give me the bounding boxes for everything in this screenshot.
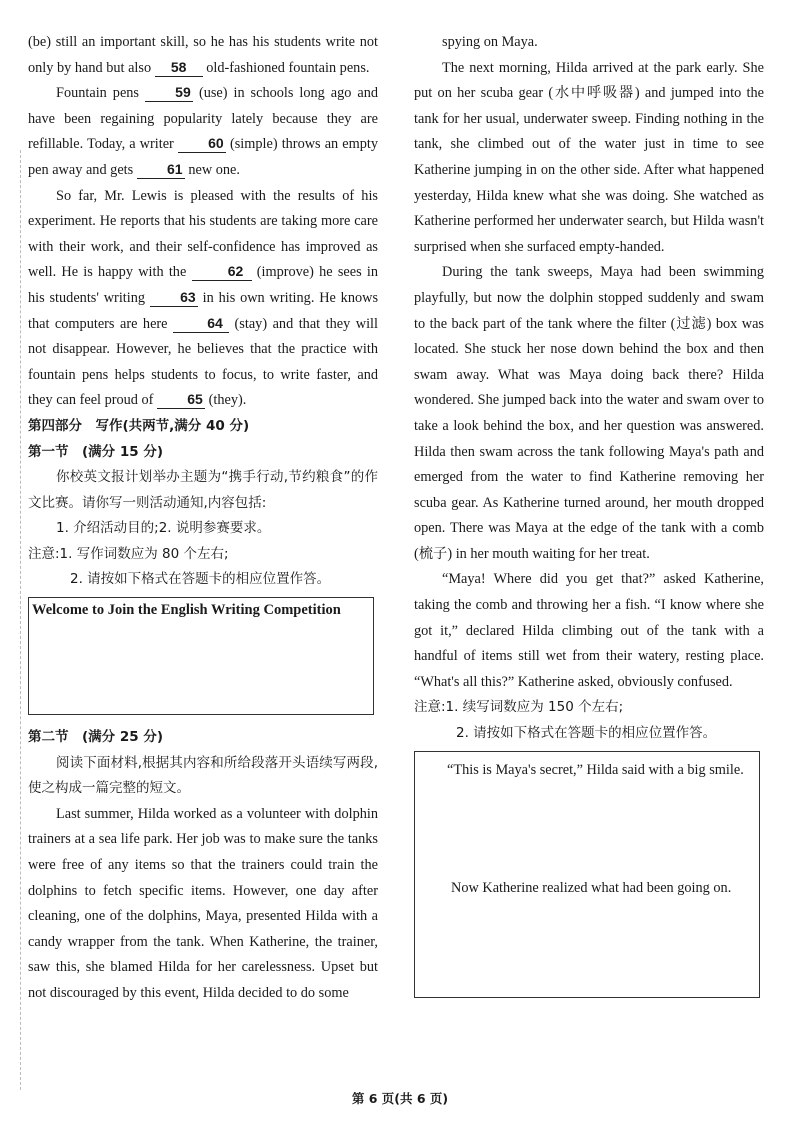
section1-instructions: 你校英文报计划举办主题为“携手行动,节约粮食”的作文比赛。请你写一则活动通知,内容包括: — [28, 469, 378, 511]
passage-paragraph: Fountain pens 59 (use) in schools long ago and have been regaining popularity lately because they are refillable. Today, a writer 60 (simple) throws an empty pen away and gets 61 new one. — [28, 84, 379, 178]
blank-60: 60 — [178, 134, 226, 153]
story-paragraph: “Maya! Where did you get that?” asked Katherine, taking the comb and throwing her a fish. “I know where she got it,” declared Hilda climbing out of the tank with a handful of items still wet from their watery, resting place. “What's all this?” Katherine asked, obviously confused. — [414, 571, 764, 690]
story-paragraph: The next morning, Hilda arrived at the park early. She put on her scuba gear (水中呼吸器) and jumped into the tank for her usual, underwater sweep. Finding nothing in the tank, she climbed out of the water just in time to see Katherine jumping in on the other side. After what happened yesterday, Hilda knew what she was doing. She watched as Katherine performed her underwater search, but Hilda wasn't surprised when she surfaced empty-handed. — [414, 59, 764, 255]
blank-64: 64 — [173, 314, 229, 333]
writing-box-1 — [28, 597, 374, 715]
section2-title: 第二节 (满分 25 分) — [28, 729, 164, 746]
blank-61: 61 — [137, 160, 185, 179]
writing-box-2 — [414, 751, 760, 998]
blank-63: 63 — [150, 288, 198, 307]
paragraph-opener-2: Now Katherine realized what had been going on. — [451, 879, 732, 896]
section1-items: 1. 介绍活动目的;2. 说明参赛要求。 — [56, 520, 271, 537]
story-paragraph: Last summer, Hilda worked as a volunteer with dolphin trainers at a sea life park. Her job was to make sure the tanks were free of any items so that the trainers could train the dolphins to fetch specific items. However, one day after cleaning, one of the dolphins, Maya, presented Hilda with a candy wrapper from the tank. When Katherine, the trainer, saw this, she blamed Hilda for her carelessness. Upset but not discouraged by this event, Hilda decided to do some — [28, 805, 378, 1001]
page-number: 第 6 页(共 6 页) — [351, 1091, 449, 1106]
story-paragraph: During the tank sweeps, Maya had been swimming playfully, but now the dolphin stopped suddenly and swam to the back part of the tank where the filter (过滤) box was located. She stuck her nose down behind the box and then swam away. What was Maya doing back there? Hilda wondered. She jumped back into the water and swam over to take a look behind the box, and her question was answered. Hilda then swam across the tank following Maya's path and emerged from the water to find Katherine removing her scuba gear. As Katherine turned around, her mouth dropped open. There was Maya at the edge of the tank with a comb (梳子) in her mouth waiting for her treat. — [414, 264, 764, 562]
section2-note-2: 2. 请按如下格式在答题卡的相应位置作答。 — [456, 725, 717, 742]
section1-note-2: 2. 请按如下格式在答题卡的相应位置作答。 — [70, 571, 331, 588]
passage-paragraph: So far, Mr. Lewis is pleased with the results of his experiment. He reports that his students are taking more care with their work, and their self-confidence has improved as well. He is happy with the 62 (improve) he sees in his students' writing 63 in his own writing. He knows that computers are here 64 (stay) and that they will not disappear. However, he believes that the practice with fountain pens helps students to focus, to write faster, and they can feel proud of 65 (they). — [28, 187, 379, 409]
section1-note-1: 注意:1. 写作词数应为 80 个左右; — [28, 545, 229, 562]
section2-instructions: 阅读下面材料,根据其内容和所给段落开头语续写两段,使之构成一篇完整的短文。 — [28, 754, 378, 797]
paragraph-opener-1: “This is Maya's secret,” Hilda said with a big smile. — [447, 761, 744, 778]
right-column — [414, 30, 764, 998]
section2-note-1: 注意:1. 续写词数应为 150 个左右; — [414, 699, 624, 716]
blank-58: 58 — [155, 58, 203, 77]
story-continuation: spying on Maya. — [442, 34, 538, 50]
blank-62: 62 — [192, 262, 252, 281]
section1-title: 第一节 (满分 15 分) — [28, 443, 164, 460]
passage-paragraph: (be) still an important skill, so he has his students write not only by hand but also 58 old-fashioned fountain pens. — [28, 34, 378, 76]
binding-margin-line — [20, 150, 21, 1090]
writing-box-title: Welcome to Join the English Writing Competition — [32, 602, 341, 619]
part4-title: 第四部分 写作(共两节,满分 40 分) — [28, 417, 250, 434]
blank-65: 65 — [157, 390, 205, 409]
blank-59: 59 — [145, 83, 193, 102]
left-column — [28, 30, 378, 1007]
